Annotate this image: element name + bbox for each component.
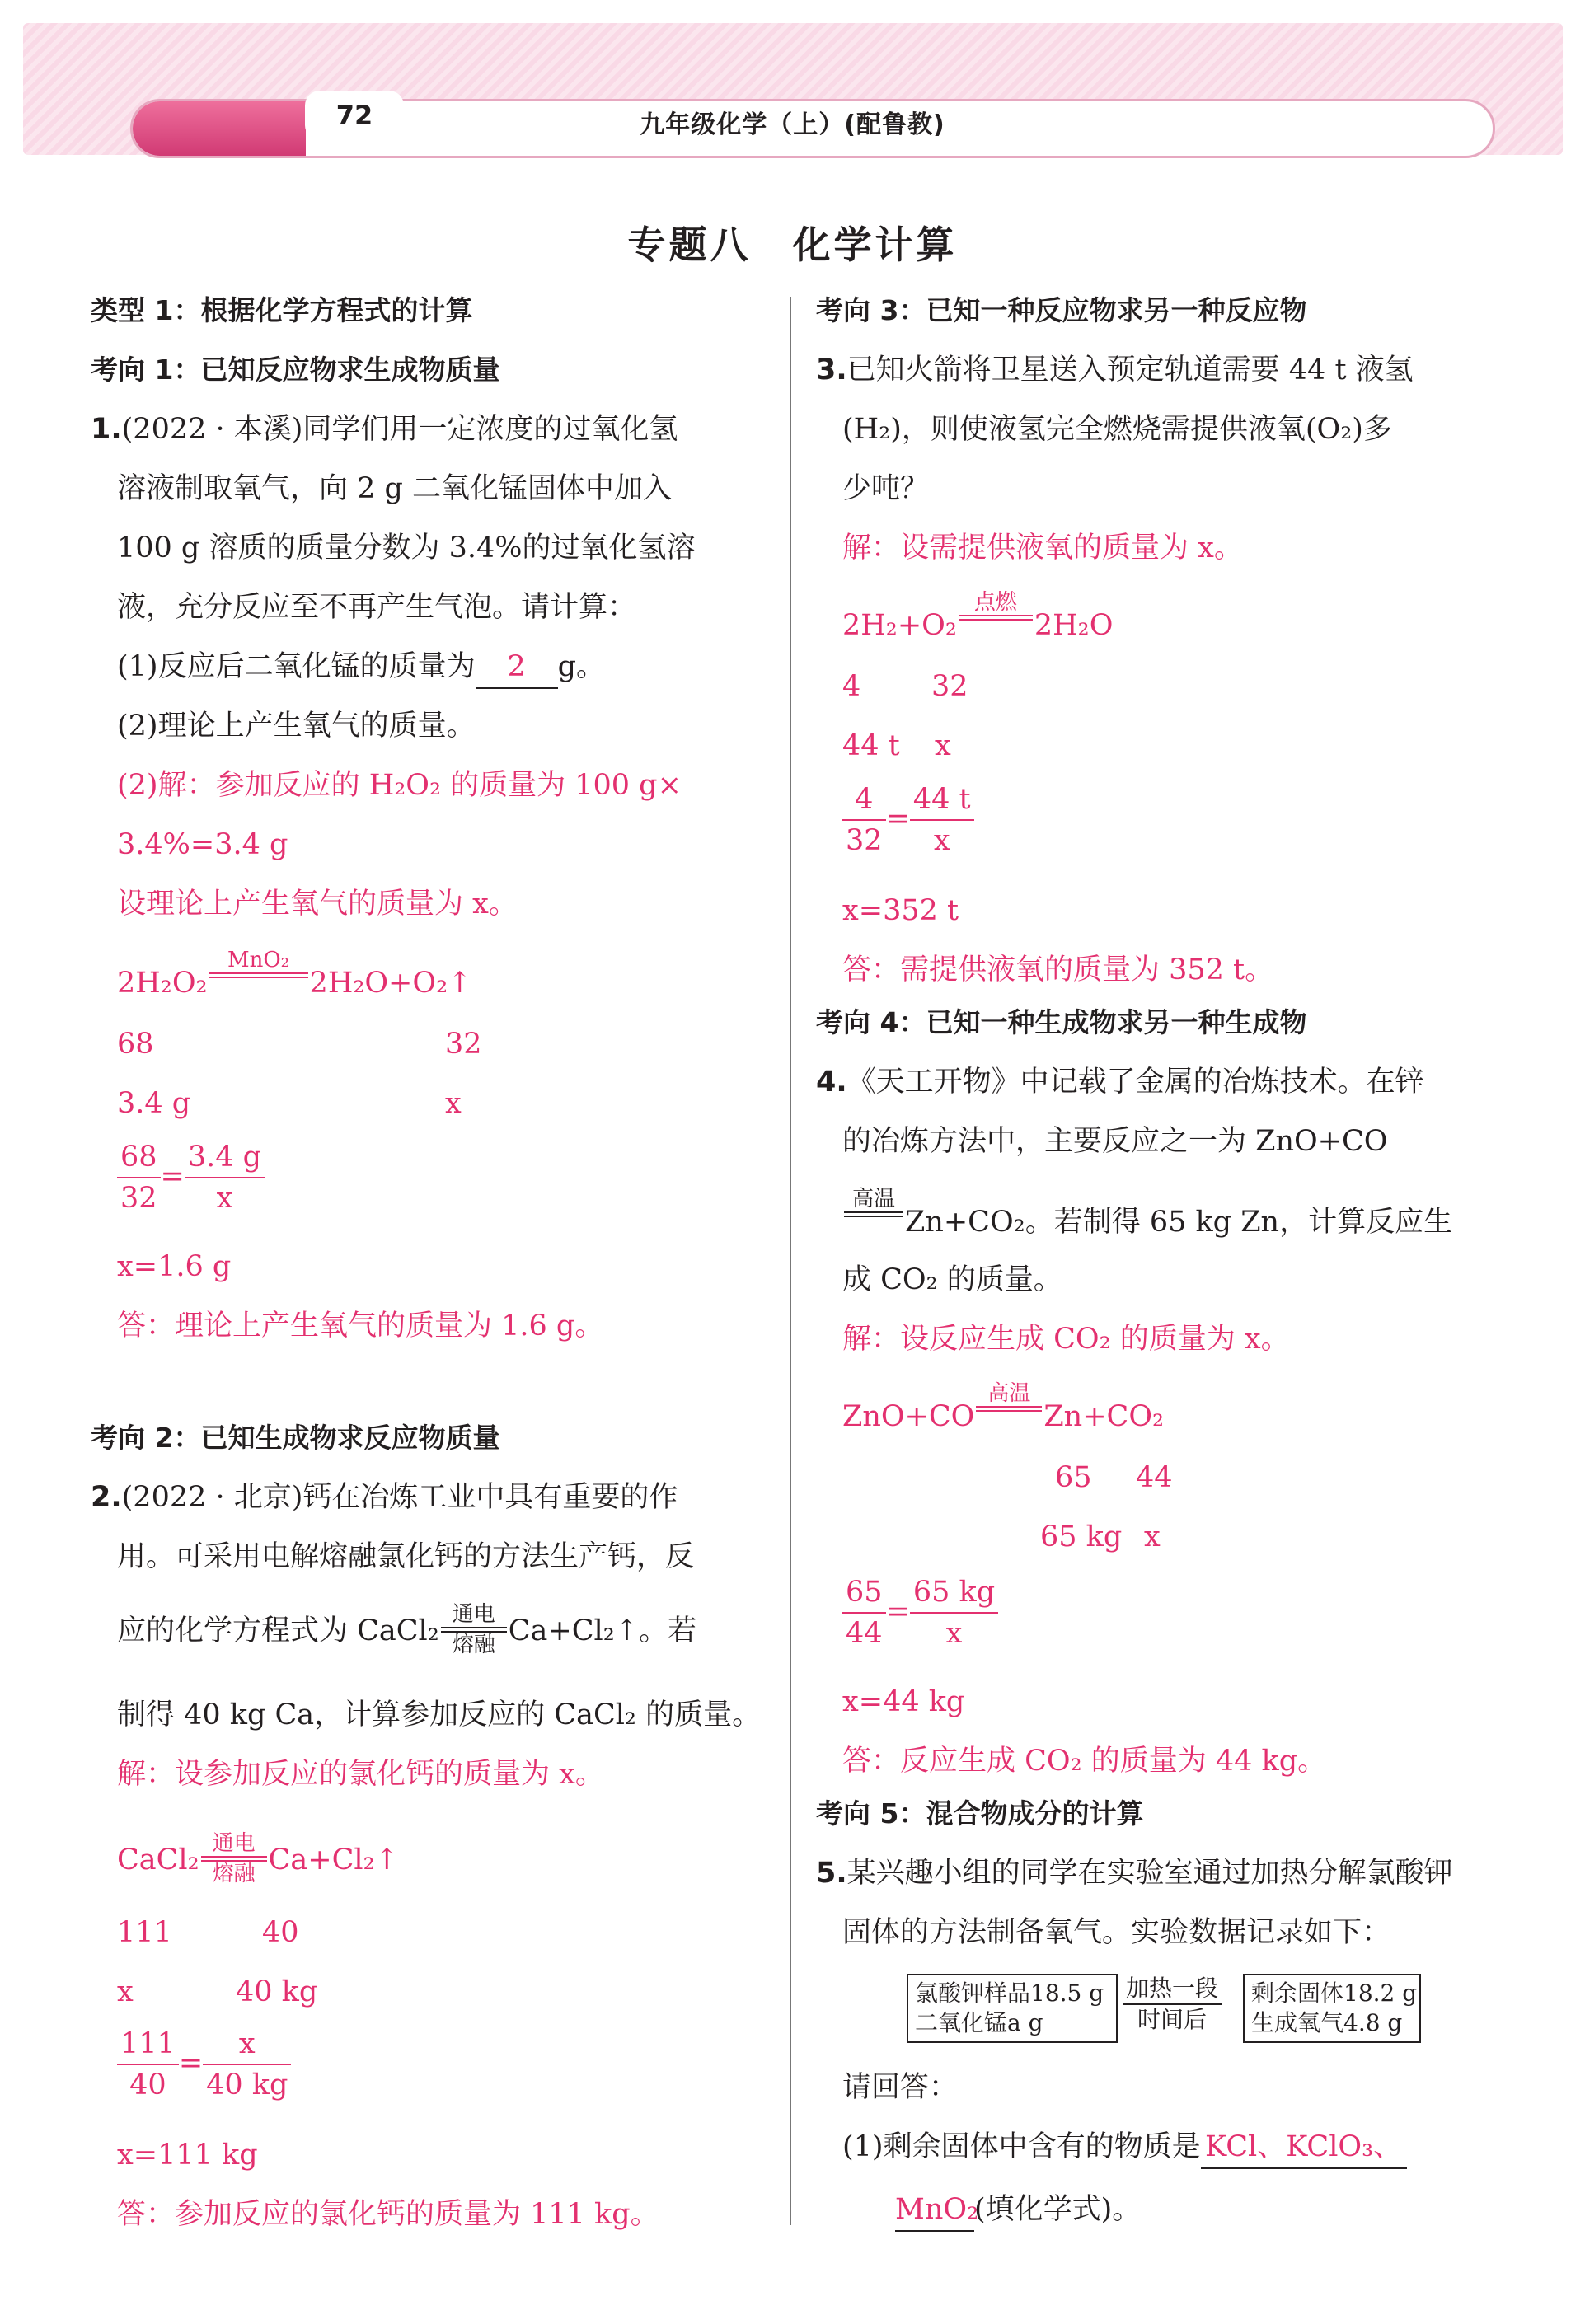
- answer-1-ratio-row-2b: x: [445, 1087, 462, 1120]
- answer-blank-1: 2: [507, 650, 526, 683]
- answer-4-conclusion: 答：反应生成 CO₂ 的质量为 44 kg。: [842, 1745, 1327, 1778]
- answer-4-ratio-row-2b: x: [1144, 1520, 1161, 1553]
- question-1-part-1: (1)反应后二氧化锰的质量为 2 g。: [117, 646, 605, 689]
- question-1-part-2: (2)理论上产生氧气的质量。: [117, 710, 476, 743]
- answer-4-ratio-row-1: 65: [1055, 1461, 1092, 1494]
- question-2-line-1: 2.(2022 · 北京)钙在冶炼工业中具有重要的作: [91, 1481, 678, 1514]
- answer-3-ratio-row-2: 44 t: [842, 729, 900, 762]
- answer-1-ratio-row-2: 3.4 g: [117, 1087, 191, 1120]
- question-2-line-4: 制得 40 kg Ca，计算参加反应的 CaCl₂ 的质量。: [117, 1698, 762, 1731]
- direction-heading-5: 考向 5：混合物成分的计算: [816, 1797, 1144, 1830]
- answer-blank-5a: KCl、KClO₃、: [1205, 2130, 1403, 2163]
- answer-1-proportion: $\frac{68}{32}$ = $\frac{3.4 g}{x}$: [117, 1137, 265, 1218]
- question-1-line-4: 液，充分反应至不再产生气泡。请计算：: [117, 591, 637, 624]
- answer-4-line-1: 解：设反应生成 CO₂ 的质量为 x。: [842, 1323, 1290, 1356]
- answer-2-ratio-row-1b: 40: [262, 1916, 299, 1949]
- flow-box-final-line-2: 生成氧气4.8 g: [1251, 2009, 1403, 2036]
- question-2-line-2: 用。可采用电解熔融氯化钙的方法生产钙，反: [117, 1540, 695, 1573]
- question-3-line-1: 3.已知火箭将卫星送入预定轨道需要 44 t 液氢: [816, 354, 1414, 387]
- answer-2-ratio-row-1: 111: [117, 1916, 172, 1949]
- answer-2-equation: CaCl₂ 通电 熔融 Ca+Cl₂↑: [117, 1831, 399, 1886]
- flow-box-final: [1243, 1974, 1421, 2043]
- question-4-line-4: 成 CO₂ 的质量。: [842, 1263, 1062, 1296]
- question-4-line-1: 4.《天工开物》中记载了金属的冶炼技术。在锌: [816, 1066, 1424, 1099]
- column-divider: [790, 297, 791, 2225]
- answer-2-ratio-row-2: x: [117, 1975, 134, 2008]
- flow-arrow-label-1: 加热一段: [1125, 1975, 1218, 2002]
- answer-1-ratio-row-1: 68: [117, 1028, 154, 1061]
- flow-box-initial-line-2: 二氧化锰a g: [915, 2009, 1043, 2036]
- direction-heading-3: 考向 3：已知一种反应物求另一种反应物: [816, 294, 1307, 326]
- answer-1-line-1: (2)解：参加反应的 H₂O₂ 的质量为 100 g×: [117, 769, 682, 802]
- flow-box-initial: [907, 1974, 1118, 2043]
- question-1-line-1: 1.(2022 · 本溪)同学们用一定浓度的过氧化氢: [91, 413, 678, 446]
- answer-3-result: x=352 t: [842, 894, 959, 927]
- answer-2-line-1: 解：设参加反应的氯化钙的质量为 x。: [117, 1758, 604, 1791]
- flow-arrow-label-2: 时间后: [1137, 2006, 1207, 2033]
- question-5-line-2: 固体的方法制备氧气。实验数据记录如下：: [842, 1916, 1391, 1949]
- question-2-line-3: 应的化学方程式为 CaCl₂ 通电 熔融 Ca+Cl₂↑。若: [117, 1602, 697, 1657]
- flow-arrow-line: [1123, 2003, 1222, 2005]
- answer-3-proportion: $\frac{4}{32}$ = $\frac{44 t}{x}$: [842, 780, 974, 860]
- direction-heading-4: 考向 4：已知一种生成物求另一种生成物: [816, 1006, 1307, 1038]
- direction-heading-1: 考向 1：已知反应物求生成物质量: [91, 354, 500, 386]
- question-5-part-1-cont: MnO₂(填化学式)。: [895, 2189, 1141, 2232]
- answer-3-ratio-row-1b: 32: [931, 670, 968, 703]
- flow-arrow: [1123, 1974, 1222, 2035]
- answer-3-ratio-row-2b: x: [935, 729, 951, 762]
- question-4-line-2: 的冶炼方法中，主要反应之一为 ZnO+CO: [842, 1125, 1388, 1158]
- answer-1-line-3: 设理论上产生氧气的质量为 x。: [117, 888, 518, 921]
- answer-3-ratio-row-1: 4: [842, 670, 861, 703]
- answer-blank-5b: MnO₂: [895, 2193, 979, 2226]
- answer-4-proportion: $\frac{65}{44}$ = $\frac{65 kg}{x}$: [842, 1572, 998, 1653]
- page-title: 专题八 化学计算: [627, 223, 958, 267]
- answer-4-ratio-row-1b: 44: [1136, 1461, 1173, 1494]
- question-3-line-2: (H₂)，则使液氢完全燃烧需提供液氧(O₂)多: [842, 413, 1392, 446]
- question-5-part-1: (1)剩余固体中含有的物质是 KCl、KClO₃、: [842, 2126, 1407, 2169]
- book-title: 九年级化学（上）(配鲁教): [640, 110, 945, 139]
- question-1-line-2: 溶液制取氧气，向 2 g 二氧化锰固体中加入: [117, 472, 673, 505]
- question-3-line-3: 少吨？: [842, 472, 930, 505]
- question-5-line-1: 5.某兴趣小组的同学在实验室通过加热分解氯酸钾: [816, 1857, 1453, 1890]
- question-5-ask: 请回答：: [842, 2071, 959, 2104]
- answer-3-equation: 2H₂+O₂ 点燃 2H₂O: [842, 590, 1114, 642]
- answer-1-result: x=1.6 g: [117, 1250, 232, 1283]
- answer-2-result: x=111 kg: [117, 2139, 258, 2172]
- answer-4-ratio-row-2: 65 kg: [1040, 1520, 1123, 1553]
- answer-1-equation: 2H₂O₂ MnO₂ 2H₂O+O₂↑: [117, 948, 472, 1000]
- flow-box-initial-line-1: 氯酸钾样品18.5 g: [915, 1980, 1104, 2007]
- answer-1-conclusion: 答：理论上产生氧气的质量为 1.6 g。: [117, 1310, 604, 1342]
- page-number: 72: [305, 91, 404, 140]
- answer-2-conclusion: 答：参加反应的氯化钙的质量为 111 kg。: [117, 2198, 659, 2231]
- type-heading: 类型 1：根据化学方程式的计算: [91, 294, 473, 326]
- direction-heading-2: 考向 2：已知生成物求反应物质量: [91, 1422, 500, 1454]
- answer-2-proportion: $\frac{111}{40}$ = $\frac{x}{40 kg}$: [117, 2024, 291, 2105]
- answer-1-line-2: 3.4%=3.4 g: [117, 828, 288, 861]
- answer-1-ratio-row-1b: 32: [445, 1028, 482, 1061]
- answer-4-result: x=44 kg: [842, 1685, 965, 1718]
- answer-3-conclusion: 答：需提供液氧的质量为 352 t。: [842, 953, 1274, 986]
- answer-3-line-1: 解：设需提供液氧的质量为 x。: [842, 532, 1243, 565]
- flow-box-final-line-1: 剩余固体18.2 g: [1251, 1980, 1418, 2007]
- question-1-line-3: 100 g 溶质的质量分数为 3.4%的过氧化氢溶: [117, 532, 696, 565]
- answer-4-equation: ZnO+CO 高温 Zn+CO₂: [842, 1381, 1165, 1433]
- answer-2-ratio-row-2b: 40 kg: [236, 1975, 318, 2008]
- question-4-line-3: 高温 Zn+CO₂。若制得 65 kg Zn，计算反应生: [842, 1187, 1452, 1243]
